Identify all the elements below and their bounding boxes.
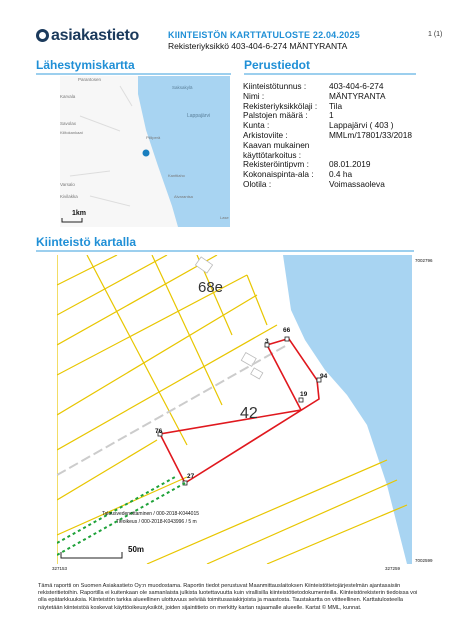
logo-text: asiakastieto — [51, 27, 140, 44]
info-label: Palstojen määrä : — [243, 110, 308, 121]
place-label: Kiiltokankaat — [60, 130, 83, 135]
info-label: Kiinteistötunnus : — [243, 81, 307, 91]
place-label: Parantosen — [78, 77, 102, 82]
property-scale-label: 50m — [128, 545, 145, 554]
boundary-point-label: 27 — [187, 473, 195, 480]
overview-map-title: Lähestymiskartta — [36, 58, 135, 72]
location-marker-icon — [143, 150, 150, 157]
coordinate-label: 7002796 — [415, 258, 433, 263]
info-value: Tila — [329, 100, 343, 111]
place-label: Lappajärvi — [187, 113, 211, 119]
overview-map-svg — [60, 76, 230, 227]
place-label: Lase — [220, 215, 229, 220]
coordinate-label: 327259 — [385, 566, 401, 571]
info-label: Nimi : — [243, 90, 265, 101]
property-map-title: Kiinteistö kartalla — [36, 235, 137, 249]
neighbor-parcel-label: 68e — [198, 279, 224, 296]
overview-scale-label: 1km — [72, 210, 87, 217]
place-label: Saksakylä — [172, 85, 193, 90]
info-value: MÄNTYRANTA — [329, 90, 386, 101]
info-label: Rekisteröintipvm : — [243, 159, 309, 170]
info-value — [329, 141, 412, 151]
property-map[interactable] — [57, 255, 412, 564]
logo-ring-icon — [36, 29, 49, 42]
info-row — [243, 180, 412, 190]
parcel-number-label: 42 — [240, 405, 258, 422]
info-value: Lappajärvi ( 403 ) — [329, 120, 394, 131]
easement-label: Tieoikeus / 000-2018-K043996 / 5 m — [116, 519, 197, 525]
info-label: Kunta : — [243, 120, 270, 131]
basic-info-table — [243, 82, 412, 190]
footer-disclaimer: Tämä raportti on Suomen Asiakastieto Oy:n muodostama. Raportin tiedot perustuvat Maanmittauslaitoksen Kiinteistötietojärjestelmän ajantasaisiin rekisteritietoihin. Raportilla ei kuitenkaan ole samanlaista julkista luotettavuutta kuin virallisilla kiinteistötietodokumenteilla. Kiinteistörekisterin tiedoissa voi olla epätarkkuuksia. Kiinteistön tarkka alueellinen ulottuvuus selviää toimitusasiakirjoista ja maastosta. Taustakartta on viitteellinen. Karttatulosteella näytetään kiinteistöä koskevat käyttöoikeusyksiköt, joiden sijaintitieto on merkitty kartan rajaamalle alueelle. Kartat © MML, kunnat. — [38, 583, 418, 611]
place-label: Alvarantsa — [174, 194, 193, 199]
basic-info-title: Perustiedot — [244, 58, 311, 72]
boundary-point-label: 19 — [300, 391, 308, 398]
report-subtitle: Rekisteriyksikkö 403-404-6-274 MÄNTYRANTA — [168, 41, 348, 51]
basic-info-rule — [244, 73, 416, 75]
property-map-rule — [36, 250, 414, 252]
easement-label: Talousvedenottaminen / 000-2018-K044015 — [102, 511, 200, 517]
info-value: 403-404-6-274 — [329, 81, 384, 91]
info-value: 0.4 ha — [329, 169, 353, 180]
page-number: 1 (1) — [428, 31, 443, 38]
boundary-point-label: 76 — [155, 428, 163, 435]
info-label: käyttötarkoitus : — [243, 149, 302, 160]
asiakastieto-logo — [36, 27, 139, 45]
info-value: 1 — [329, 110, 334, 121]
place-label: Kanttiaho — [168, 173, 185, 178]
info-label: Kokonaispinta-ala : — [243, 169, 314, 180]
boundary-point-label: 66 — [283, 327, 291, 334]
place-label: Karvala — [60, 94, 76, 99]
place-label: Piiliperä — [146, 135, 161, 140]
boundary-point-label: 94 — [320, 373, 328, 380]
info-value: Voimassaoleva — [329, 178, 385, 189]
coordinate-label: 7002599 — [415, 558, 433, 563]
boundary-point-label: 3 — [265, 338, 269, 345]
info-value: 08.01.2019 — [329, 159, 371, 170]
place-label: Kivilakka — [60, 194, 78, 199]
info-label: Arkistoviite : — [243, 129, 288, 140]
coordinate-label: 327153 — [52, 566, 68, 571]
overview-map-rule — [36, 73, 231, 75]
report-title: KIINTEISTÖN KARTTATULOSTE 22.04.2025 — [168, 30, 360, 40]
place-label: Varsalo — [60, 182, 75, 187]
info-value: MMLm/17801/33/2018 — [329, 129, 413, 140]
info-row — [243, 82, 412, 92]
property-map-svg — [57, 255, 412, 564]
place-label: Savolax — [60, 121, 77, 126]
info-label: Olotila : — [243, 178, 272, 189]
info-label: Rekisteriyksikkölaji : — [243, 100, 318, 111]
overview-map[interactable] — [60, 76, 230, 227]
info-label: Kaavan mukainen — [243, 139, 310, 150]
